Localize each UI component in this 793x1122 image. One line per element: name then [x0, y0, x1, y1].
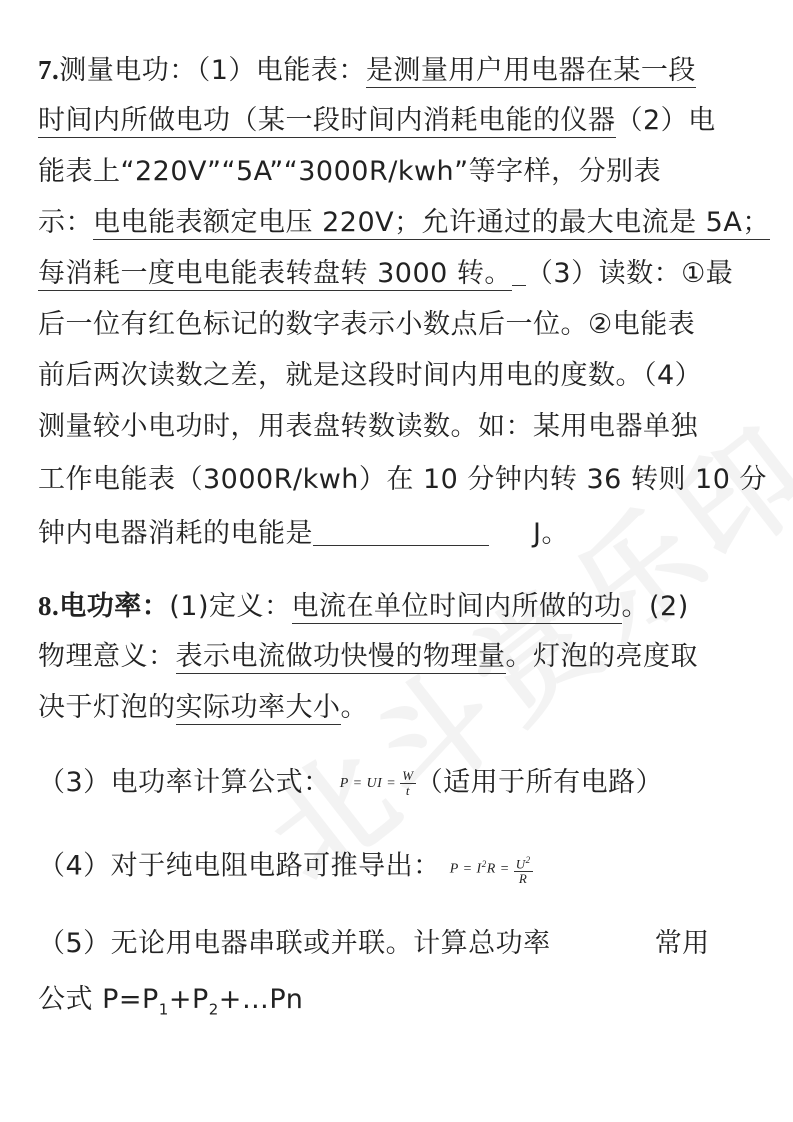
text: 前后两次读数之差，就是这段时间内用电的度数。（4）	[38, 360, 703, 391]
text: （4）对于纯电阻电路可推导出：	[38, 850, 441, 882]
text: 工作电能表（3000R/kwh）在 10 分钟内转 36 转则 10 分	[38, 464, 767, 495]
text: 钟内电器消耗的电能是	[38, 518, 313, 549]
text: 后一位有红色标记的数字表示小数点后一位。②电能表	[38, 309, 696, 340]
s7-line-9	[38, 462, 767, 498]
text: 测量较小电功时，用表盘转数读数。如：某用电器单独	[38, 411, 698, 442]
formula-text: R =	[486, 861, 510, 877]
text: 。	[340, 692, 368, 723]
text: (1)	[169, 591, 209, 622]
fraction-denominator: R	[518, 871, 528, 887]
text: （3）读数：①最	[525, 258, 734, 289]
underlined-answer: 电电能表额定电压 220V；允许通过的最大电流是 5A；	[93, 207, 770, 238]
unit-text: J。	[533, 518, 569, 549]
superscript: 2	[481, 859, 487, 869]
s7-line-2	[38, 103, 716, 139]
s7-line-7	[38, 358, 702, 394]
text: （2）电	[615, 105, 716, 136]
underline-tail	[512, 257, 526, 286]
s7-line-5	[38, 256, 733, 292]
s8-line-3	[38, 690, 368, 726]
formula-text: P = UI =	[339, 775, 397, 791]
text: 。(2)	[621, 591, 689, 622]
s8-line-2	[38, 639, 698, 675]
underlined-answer: 每消耗一度电电能表转盘转 3000 转。	[38, 258, 512, 289]
text: 能表上“220V”“5A”“3000R/kwh”等字样，分别表	[38, 156, 662, 187]
fraction	[514, 853, 533, 886]
fraction-numerator	[514, 853, 533, 872]
power-formula-line	[38, 765, 663, 802]
text: 常用	[654, 928, 710, 959]
text: 公式 P=P	[38, 984, 159, 1015]
fraction	[400, 769, 415, 798]
underlined-answer: 电流在单位时间内所做的功	[291, 591, 622, 622]
p5-line-1	[38, 926, 710, 962]
formula-text: P = I	[449, 861, 482, 877]
text: +…Pn	[218, 984, 304, 1015]
section-number: 8.	[38, 591, 60, 621]
superscript: 2	[525, 854, 531, 865]
section-number: 7.	[38, 55, 60, 85]
section-heading: 电功率：	[59, 591, 170, 622]
s7-line-3	[38, 154, 661, 190]
text: 示：	[38, 207, 93, 238]
pure-resistance-formula	[450, 846, 533, 888]
subscript: 2	[208, 1000, 219, 1019]
text: 测量电功：（1）电能表：	[59, 55, 366, 86]
s7-line-4	[38, 205, 770, 241]
underlined-answer: 实际功率大小	[175, 692, 341, 723]
text: （3）电功率计算公式：	[38, 767, 331, 798]
answer-blank[interactable]	[313, 517, 489, 546]
text: +P	[168, 984, 209, 1015]
s7-line-10	[38, 516, 569, 552]
numerator-text: U	[515, 856, 526, 872]
fraction-numerator: W	[402, 767, 414, 783]
underlined-answer: 表示电流做功快慢的物理量	[175, 641, 506, 672]
pure-resistance-formula-line	[38, 846, 533, 888]
s7-line-8	[38, 409, 698, 445]
text: 物理意义：	[38, 641, 176, 672]
fraction-denominator: t	[405, 782, 410, 798]
s7-line-1	[38, 52, 696, 89]
text: （5）无论用电器串联或并联。计算总功率	[38, 928, 551, 959]
s8-line-1	[38, 588, 689, 625]
subscript: 1	[158, 1000, 169, 1019]
power-formula	[340, 766, 416, 802]
s7-line-6	[38, 307, 695, 343]
p5-line-2	[38, 982, 303, 1027]
text: 。灯泡的亮度取	[505, 641, 698, 672]
underlined-answer: 时间内所做电功（某一段时间内消耗电能的仪器	[38, 105, 616, 136]
text: 定义：	[209, 591, 292, 622]
text: 决于灯泡的	[38, 692, 176, 723]
underlined-answer: 是测量用户用电器在某一段	[365, 55, 696, 86]
text: （适用于所有电路）	[415, 767, 664, 798]
